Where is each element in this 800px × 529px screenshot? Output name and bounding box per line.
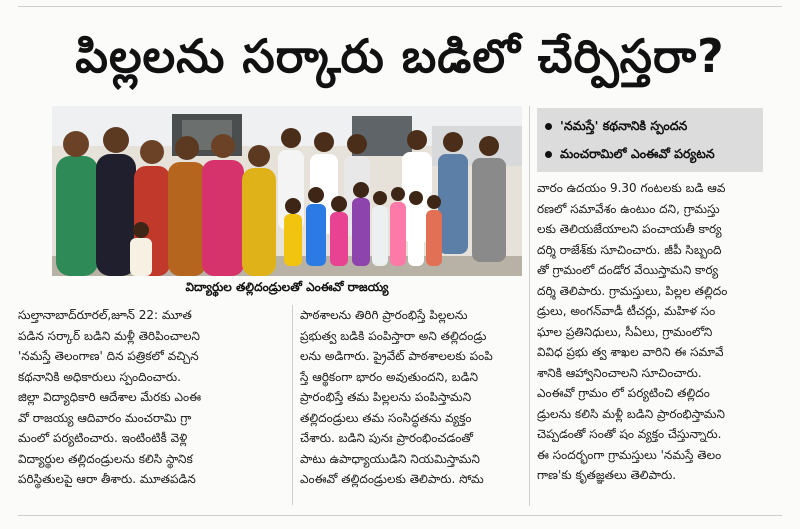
highlights-box [537, 108, 763, 172]
article-line: చెప్పడంతో సంతో షం వ్యక్తం చేస్తున్నారు. [537, 427, 722, 441]
article-line: విద్యార్థుల తల్లిదండ్రులను కలిసి స్థానిక [18, 451, 193, 466]
article-line: సుల్తానాబాద్‌రూరల్‌,జూన్‌ 22: మూత [18, 308, 192, 322]
group-photo-illustration [52, 106, 522, 276]
article-line: వో రాజయ్య ఆదివారం మంచరామి గ్రా [18, 410, 192, 425]
highlight-text: మంచరామిలో ఎంఈవో పర్యటన [560, 146, 715, 161]
article-column-3 [537, 178, 765, 508]
bullet-icon [545, 151, 552, 158]
article-line: మంలో పర్యటించారు. ఇంటింటికీ వెళ్లి [18, 431, 188, 445]
article-line: కథనానికి అధికారులు స్పందించారు. [18, 369, 181, 384]
article-line: పాఠశాలను తిరిగి ప్రారంభిస్తే పిల్లలను [300, 308, 468, 322]
article-line: చేశారు. బడిని పునః ప్రారంభించడంతో [300, 431, 474, 445]
article-column-2 [300, 305, 522, 505]
headline: పిల్లలను సర్కారు బడిలో చేర్పిస్తరా? [75, 29, 725, 83]
bullet-icon [545, 123, 552, 130]
highlight-item [545, 112, 755, 140]
article-line: లకు తెలియజేయాలని పంచాయతీ కార్య [537, 222, 722, 236]
article-line: దర్శి రాజేశ్‌కు సూచించారు. జీపీ సిబ్బంది [537, 242, 722, 257]
article-line: డ్రులు, అంగన్‌వాడీ టీచర్లు, మహిళ సం [537, 304, 716, 318]
article-line: పాటు ఉపాధ్యాయుడిని నియమిస్తామని [300, 451, 480, 466]
highlight-text: 'నమస్తే' కథనానికి స్పందన [560, 118, 688, 133]
article-line: రణలో సమావేశం ఉంటుం దని, గ్రామస్తు [537, 201, 720, 216]
article-line: పరిస్థితులపై ఆరా తీశారు. మూతపడిన [18, 472, 196, 486]
group-photo [52, 106, 522, 276]
article-line: ప్రారంభిస్తే తమ పిల్లలను పంపిస్తామని [300, 390, 472, 404]
bottom-divider [18, 515, 782, 516]
article-line: తో గ్రామంలో దండోర వేయిస్తామని కార్య [537, 263, 719, 277]
article-line: వారం ఉదయం 9.30 గంటలకు బడి ఆవ [537, 181, 726, 195]
top-divider [18, 6, 782, 7]
article-line: తల్లిదండ్రులు తమ సంసిద్ధతను వ్యక్తం [300, 410, 472, 425]
article-line: శానికి ఆహ్వానించాలని సూచించారు. [537, 365, 702, 380]
article-line: పడిన సర్కార్‌ బడిని మళ్లీ తెరిపించాలని [18, 328, 200, 343]
article-line: దర్శి తెలిపారు. గ్రామస్తులు, పిల్లల తల్లిదం [537, 283, 728, 298]
column-divider [529, 106, 530, 506]
article-line: ఈ సందర్భంగా గ్రామస్తులు 'నమస్తే తెలం [537, 447, 722, 462]
article-column-1 [18, 305, 286, 505]
column-divider [292, 305, 293, 505]
photo-caption: విద్యార్థుల తల్లిదండ్రులతో ఎంఈవో రాజయ్య [185, 280, 389, 294]
article-line: వివిధ ప్రభు త్వ శాఖల వారిని ఈ సమావే [537, 345, 724, 359]
article-line: స్తే ఆర్థికంగా భారం అవుతుందని, బడిని [300, 369, 479, 384]
article-line: ఘాల ప్రతినిధులు, సీఏలు, గ్రామంలోని [537, 324, 713, 339]
article-line: ఎంఈవో తల్లిదండ్రులకు తెలిపారు. సోమ [300, 472, 484, 486]
highlight-item [545, 140, 755, 168]
article-line: గాణ'కు కృతజ్ఞతలు తెలిపారు. [537, 468, 677, 482]
article-line: ప్రభుత్వ బడికి పంపిస్తారా అని తల్లిదండ్రు [300, 328, 487, 343]
article-line: డ్రులను కలిసి మళ్లీ బడిని ప్రారంభిస్తామని [537, 406, 725, 421]
article-line: లను అడిగారు. ప్రైవేట్‌ పాఠశాలలకు పంపి [300, 349, 493, 363]
article-line: ఎంఈవో గ్రామం లో పర్యటించి తల్లిదం [537, 386, 710, 400]
article-line: 'నమస్తే తెలంగాణ' దిన పత్రికలో వచ్చిన [18, 349, 199, 363]
article-line: జిల్లా విద్యాధికారి ఆదేశాల మేరకు ఎంఈ [18, 390, 202, 404]
